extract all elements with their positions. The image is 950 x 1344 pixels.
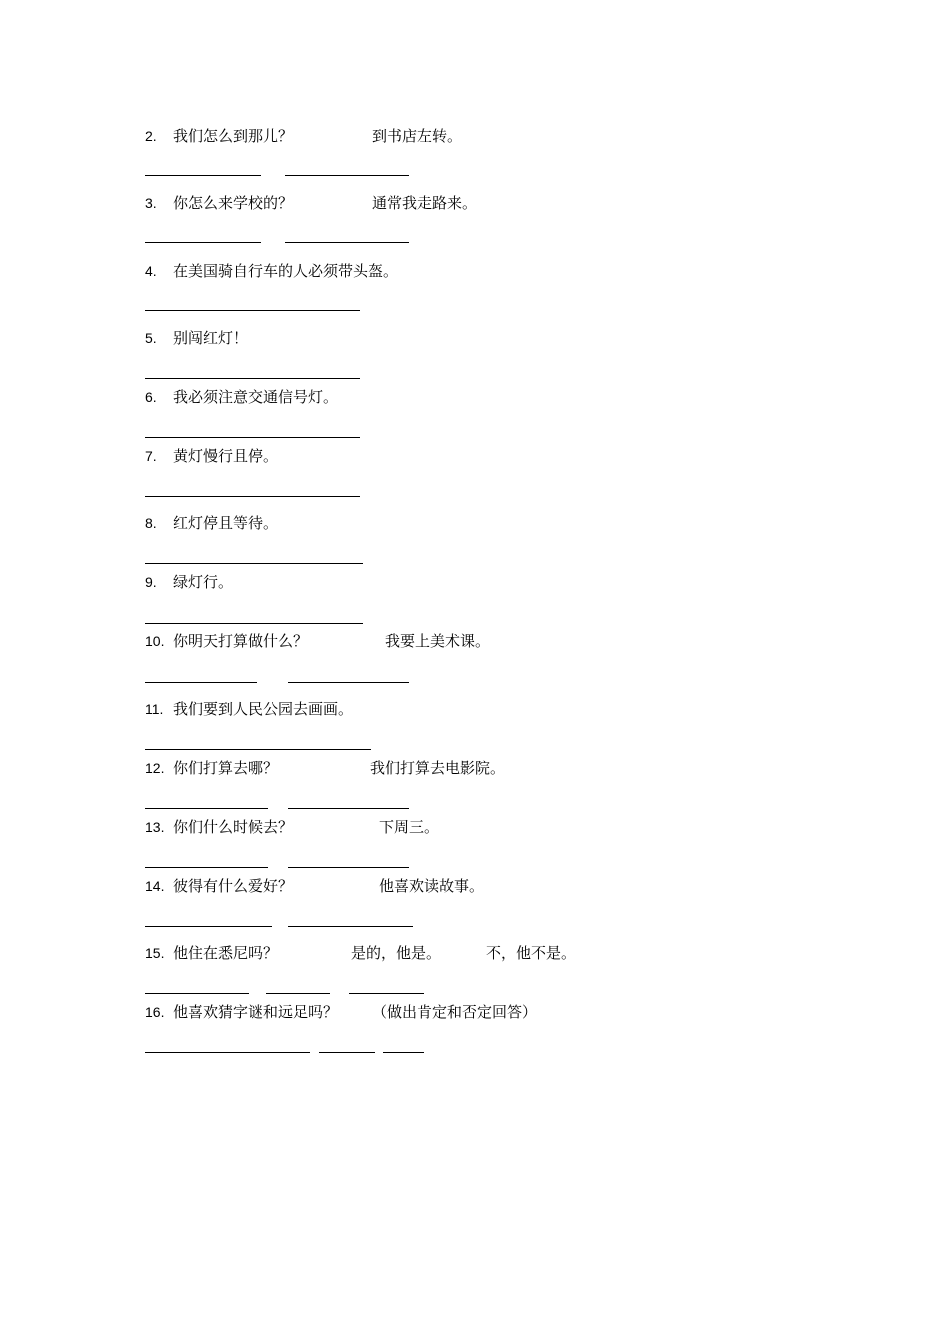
question-number: 4. [145,263,157,279]
question-text: 你怎么来学校的？ [173,194,294,212]
question-10 [145,632,491,650]
answer-text: 下周三。 [379,818,440,836]
question-number: 16. [145,1004,165,1020]
blank-line [288,867,409,868]
question-7 [145,447,278,465]
question-text: 你明天打算做什么？ [173,632,309,650]
blank-line [288,926,413,927]
answer-text-yes: 是的，他是。 [351,944,442,962]
blank-line [319,1052,375,1053]
blank-line [145,563,363,564]
question-text: 黄灯慢行且停。 [173,447,279,465]
question-14 [145,877,485,895]
question-2 [145,127,463,145]
blank-line [145,437,360,438]
question-text: 我们怎么到那儿？ [173,127,294,145]
blank-line [145,310,360,311]
question-6 [145,388,338,406]
question-number: 11. [145,701,164,717]
question-text: 别闯红灯！ [173,329,249,347]
blank-line [145,682,257,683]
question-16 [145,1003,538,1021]
question-number: 6. [145,389,157,405]
blank-line [266,993,330,994]
question-12 [145,759,506,777]
answer-text-no: 不，他不是。 [486,944,577,962]
question-text: 你们打算去哪？ [173,759,279,777]
answer-text: 到书店左转。 [372,127,463,145]
question-number: 13. [145,819,165,835]
question-5 [145,329,248,347]
question-8 [145,514,278,532]
question-4 [145,262,398,280]
blank-line [145,808,268,809]
question-9 [145,573,233,591]
blank-line [145,1052,310,1053]
blank-line [349,993,424,994]
question-number: 10. [145,633,165,649]
blank-line [145,926,272,927]
blank-line [285,175,409,176]
blank-line [145,867,268,868]
question-text: 红灯停且等待。 [173,514,279,532]
question-text: 在美国骑自行车的人必须带头盔。 [173,262,399,280]
instruction-note: （做出肯定和否定回答） [372,1003,538,1021]
question-11 [145,700,353,718]
blank-line [145,623,363,624]
question-text: 他住在悉尼吗？ [173,944,279,962]
answer-text: 我们打算去电影院。 [370,759,506,777]
question-15 [145,944,577,962]
question-text: 彼得有什么爱好？ [173,877,294,895]
question-number: 9. [145,574,157,590]
question-number: 2. [145,128,157,144]
answer-text: 我要上美术课。 [385,632,491,650]
question-text: 我们要到人民公园去画画。 [173,700,354,718]
question-number: 15. [145,945,165,961]
question-text: 我必须注意交通信号灯。 [173,388,339,406]
question-text: 你们什么时候去？ [173,818,294,836]
question-number: 7. [145,448,157,464]
answer-text: 通常我走路来。 [372,194,478,212]
question-13 [145,818,440,836]
question-number: 3. [145,195,157,211]
question-number: 12. [145,760,165,776]
blank-line [145,242,261,243]
blank-line [288,682,409,683]
question-3 [145,194,478,212]
answer-text: 他喜欢读故事。 [379,877,485,895]
blank-line [383,1052,424,1053]
question-text: 绿灯行。 [173,573,234,591]
blank-line [145,993,249,994]
question-text: 他喜欢猜字谜和远足吗？ [173,1003,339,1021]
blank-line [145,496,360,497]
question-number: 14. [145,878,165,894]
blank-line [145,378,360,379]
blank-line [288,808,409,809]
blank-line [285,242,409,243]
blank-line [145,749,371,750]
question-number: 8. [145,515,157,531]
blank-line [145,175,261,176]
question-number: 5. [145,330,157,346]
